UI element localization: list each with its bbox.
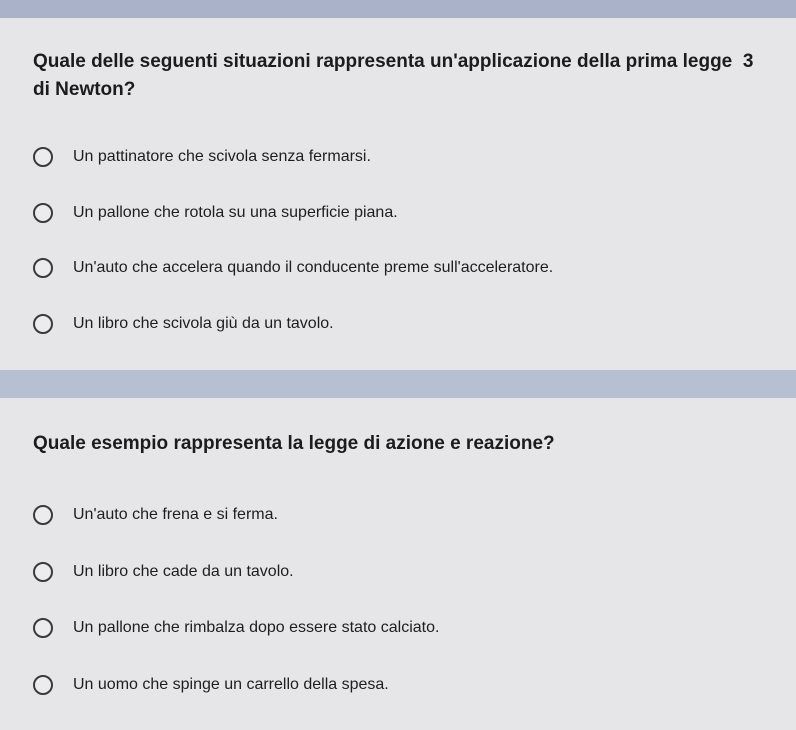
question-card-2: [0, 398, 796, 730]
q1-option-4[interactable]: [33, 309, 334, 339]
question-1-line-1: Quale delle seguenti situazioni rappresenta un'applicazione della prima legge 3: [33, 51, 754, 72]
q2-option-3-radio[interactable]: [33, 618, 53, 638]
q2-option-4[interactable]: [33, 670, 389, 700]
question-2-text: Quale esempio rappresenta la legge di azione e reazione?: [33, 433, 555, 454]
q2-option-2[interactable]: [33, 557, 294, 587]
question-1-cut-marker: 3: [742, 51, 754, 72]
q2-option-4-label: Un uomo che spinge un carrello della spesa.: [73, 676, 389, 693]
q2-option-3[interactable]: [33, 613, 439, 643]
q1-option-1-radio[interactable]: [33, 147, 53, 167]
q2-option-2-label: Un libro che cade da un tavolo.: [73, 563, 294, 580]
question-1-text: [33, 48, 788, 104]
q1-option-3-radio[interactable]: [33, 258, 53, 278]
question-separator: [0, 370, 796, 398]
question-card-1: [0, 18, 796, 370]
q1-option-4-label: Un libro che scivola giù da un tavolo.: [73, 315, 334, 332]
q1-option-4-radio[interactable]: [33, 314, 53, 334]
q2-option-2-radio[interactable]: [33, 562, 53, 582]
q2-option-4-radio[interactable]: [33, 675, 53, 695]
q1-option-3[interactable]: [33, 253, 553, 283]
q2-option-1-label: Un'auto che frena e si ferma.: [73, 506, 278, 523]
q1-option-1-label: Un pattinatore che scivola senza fermarsi.: [73, 148, 371, 165]
q1-option-2-label: Un pallone che rotola su una superficie piana.: [73, 204, 398, 221]
q1-option-3-label: Un'auto che accelera quando il conducente preme sull'acceleratore.: [73, 259, 554, 276]
question-1-line-2: di Newton?: [33, 79, 136, 100]
q2-option-3-label: Un pallone che rimbalza dopo essere stato calciato.: [73, 619, 440, 636]
q1-option-2-radio[interactable]: [33, 203, 53, 223]
q1-option-1[interactable]: [33, 142, 371, 172]
top-strip: [0, 0, 796, 18]
q2-option-1-radio[interactable]: [33, 505, 53, 525]
q2-option-1[interactable]: [33, 500, 278, 530]
q1-option-2[interactable]: [33, 198, 398, 228]
